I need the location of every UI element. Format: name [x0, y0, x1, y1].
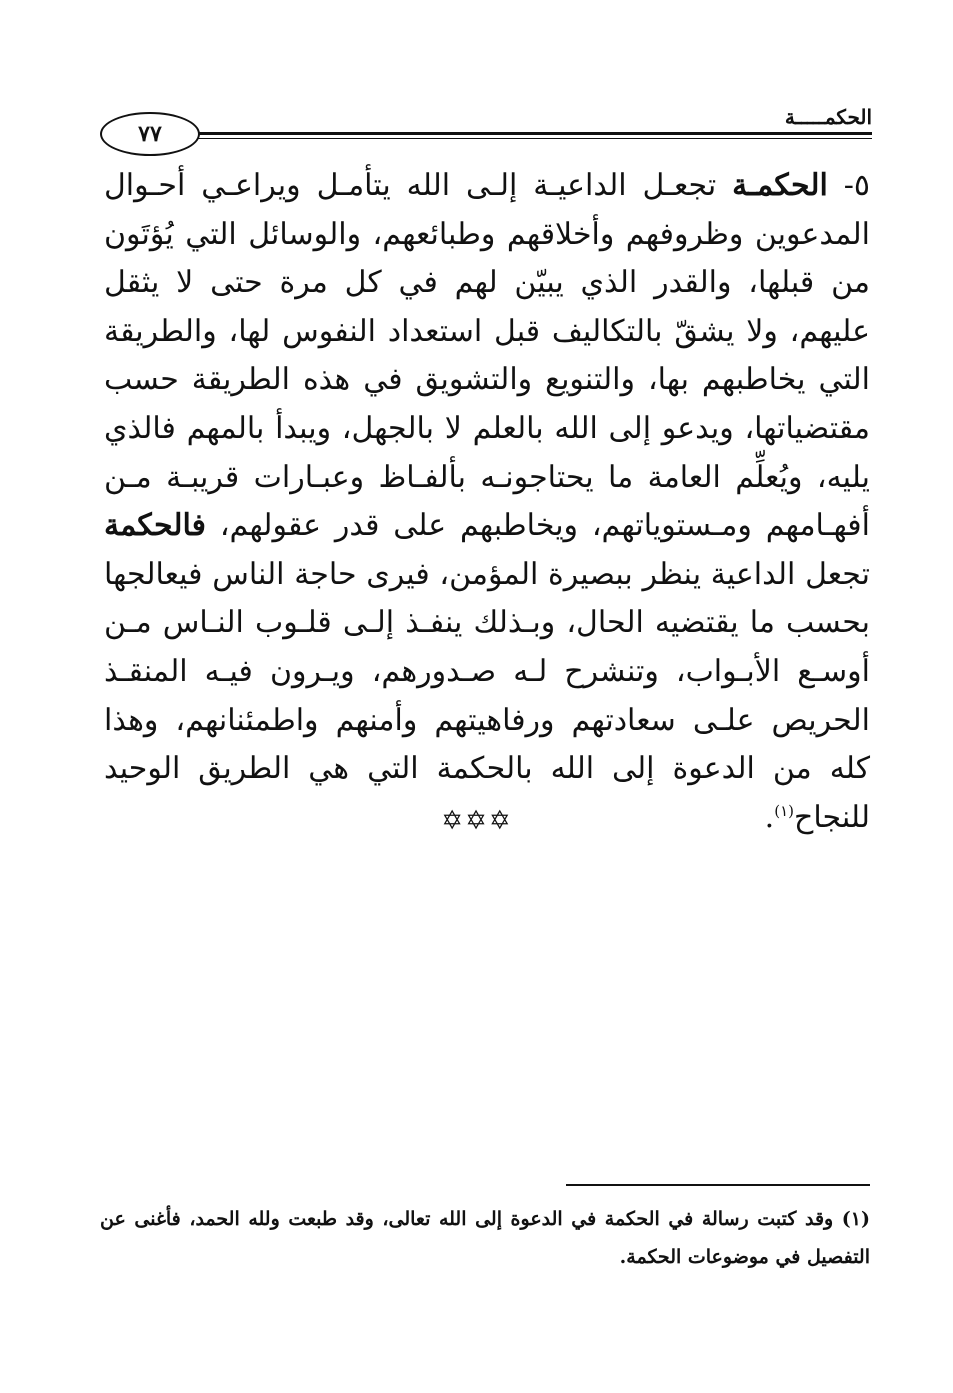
end-punctuation: . [764, 799, 775, 835]
page-header [100, 104, 872, 154]
footnote: (١) وقد كتبت رسالة في الحكمة في الدعوة إلى الله تعالى، وقد طبعت ولله الحمد، فأغنى عن التفصيل في موضوعات الحكمة. [100, 1208, 870, 1268]
item-marker: ٥- [827, 168, 870, 203]
star-ornament-icon: ✡ [441, 806, 464, 836]
body-text-part2: تجعل الداعية ينظر ببصيرة المؤمن، فيرى حاجة الناس فيعالجها بحسب ما يقتضيه الحال، وبـذلك ينفـذ إلـى قلـوب النـاس مـن أوسـع الأبـواب، وتنشرح لـه صـدورهم، ويـرون فيـه المنقـذ الحريص علـى سعادتهم ورفاهيتهم وأمنهم واطمئنانهم، وهذا كله من الدعوة إلى الله بالحكمة التي هي الطريق الوحيد للنجاح [104, 556, 870, 835]
star-ornament-icon: ✡ [465, 806, 487, 836]
item-heading: الحكمـة [732, 168, 828, 203]
bold-phrase: فالحكمة [104, 508, 206, 544]
running-title: الحكمـــــة [779, 104, 872, 130]
footnote-reference: (١) [774, 801, 794, 820]
body-text-part1: تجعـل الداعيـة إلـى الله يتأمـل ويراعـي أحـوال المدعوين وظروفهم وأخلاقهم وطبائعهم، والوسائل التي يُؤتَون من قبلها، والقدر الذي يبيّن لهم في كل مرة حتى لا يثقل عليهم، ولا يشقّ بالتكاليف قبل استعداد النفوس لها، والطريقة التي يخاطبهم بها، والتنويع والتشويق في هذه الطريقة حسب مقتضياتها، ويدعو إلى الله بالعلم لا بالجهل، ويبدأ بالمهم فالذي يليه، ويُعلِّم العامة ما يحتاجونـه بألفـاظ وعبـارات قريبـة مـن أفهـامهم ومـستوياتهم، ويخاطبهم على قدر عقولهم، [104, 168, 870, 544]
header-rule-thin [190, 138, 872, 139]
body-paragraph [104, 162, 870, 842]
footnote-separator [566, 1184, 870, 1186]
page-number: ٧٧ [100, 112, 200, 156]
section-ornament [430, 806, 522, 836]
header-rule-thick [190, 132, 872, 135]
star-ornament-icon: ✡ [488, 806, 511, 836]
